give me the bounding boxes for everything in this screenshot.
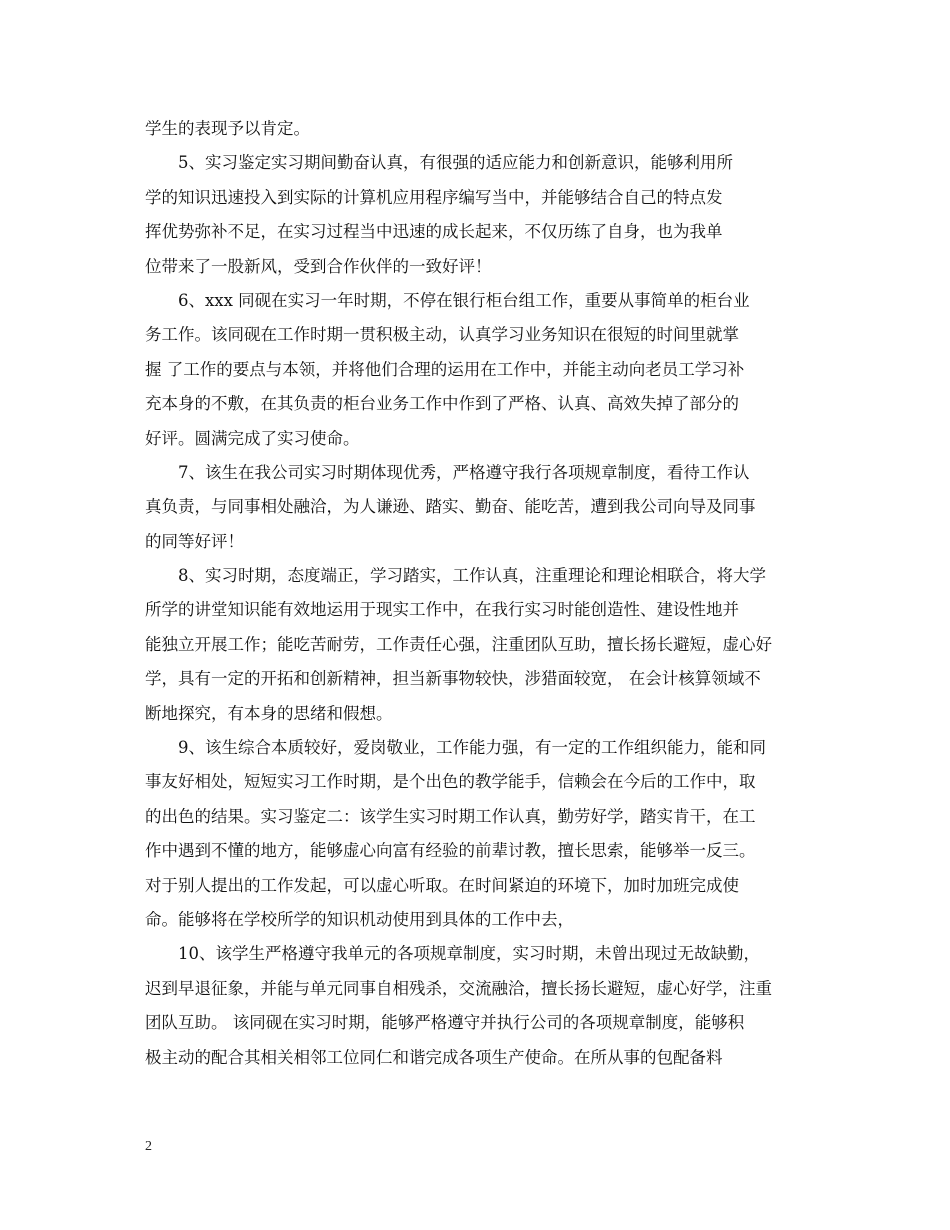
paragraph-first-line: 8、实习时期，态度端正，学习踏实，工作认真，注重理论和理论相联合，将大学 (178, 566, 766, 586)
paragraph-line: 挥优势弥补不足，在实习过程当中迅速的成长起来，不仅历练了自身，也为我单 (145, 222, 723, 242)
paragraph-first-line: 10、该学生严格遵守我单元的各项规章制度，实习时期，未曾出现过无故缺勤， (178, 944, 760, 964)
paragraph-line: 好评。圆满完成了实习使命。 (145, 428, 360, 448)
paragraph-line: 命。能够将在学校所学的知识机动使用到具体的工作中去， (145, 909, 574, 929)
paragraph-line: 学，具有一定的开拓和创新精神，担当新事物较快，涉猎面较宽， 在会计核算领域不 (145, 669, 761, 689)
paragraph-line: 位带来了一股新风，受到合作伙伴的一致好评！ (145, 256, 492, 276)
page-number: 2 (145, 1139, 152, 1154)
paragraph-line: 迟到早退征象，并能与单元同事自相残杀，交流融洽，擅长扬长避短，虚心好学，注重 (145, 978, 772, 998)
paragraph-line: 团队互助。 该同砚在实习时期，能够严格遵守并执行公司的各项规章制度，能够积 (145, 1013, 745, 1033)
paragraph-line: 作中遇到不懂的地方，能够虚心向富有经验的前辈讨教，擅长思索，能够举一反三。 (145, 841, 756, 861)
paragraph-first-line: 7、该生在我公司实习时期体现优秀，严格遵守我行各项规章制度，看待工作认 (178, 462, 750, 482)
paragraph-line: 学生的表现予以肯定。 (145, 119, 310, 138)
paragraph-line: 真负责，与同事相处融洽，为人谦逊、踏实、勤奋、能吃苦，遭到我公司向导及同事 (145, 497, 756, 517)
paragraph-line: 事友好相处，短短实习工作时期，是个出色的教学能手，信赖会在今后的工作中，取 (145, 772, 756, 792)
paragraph-first-line: 5、实习鉴定实习期间勤奋认真，有很强的适应能力和创新意识，能够利用所 (178, 153, 733, 173)
paragraph-line: 充本身的不敷，在其负责的柜台业务工作中作到了严格、认真、高效失掉了部分的 (145, 394, 739, 414)
paragraph-line: 断地探究，有本身的思绪和假想。 (145, 703, 393, 723)
paragraph-line: 对于别人提出的工作发起，可以虚心听取。在时间紧迫的环境下，加时加班完成使 (145, 875, 739, 895)
paragraph-line: 的同等好评！ (145, 531, 244, 551)
paragraph-line: 能独立开展工作；能吃苦耐劳，工作责任心强，注重团队互助，擅长扬长避短，虚心好 (145, 634, 772, 654)
document-body (145, 112, 810, 1075)
paragraph-line: 所学的讲堂知识能有效地运用于现实工作中，在我行实习时能创造性、建设性地并 (145, 600, 739, 620)
paragraph-line: 学的知识迅速投入到实际的计算机应用程序编写当中，并能够结合自己的特点发 (145, 187, 723, 207)
paragraph-first-line: 9、该生综合本质较好，爱岗敬业，工作能力强，有一定的工作组织能力，能和同 (178, 738, 766, 758)
paragraph-line: 务工作。该同砚在工作时期一贯积极主动，认真学习业务知识在很短的时间里就掌 (145, 325, 739, 345)
paragraph-line: 握 了工作的要点与本领，并将他们合理的运用在工作中，并能主动向老员工学习补 (145, 359, 745, 379)
paragraph-line: 极主动的配合其相关相邻工位同仁和谐完成各项生产使命。在所从事的包配备料 (145, 1047, 723, 1067)
paragraph-first-line: 6、xxx 同砚在实习一年时期，不停在银行柜台组工作，重要从事简单的柜台业 (178, 290, 750, 310)
paragraph-line: 的出色的结果。实习鉴定二：该学生实习时期工作认真，勤劳好学，踏实肯干，在工 (145, 806, 756, 826)
